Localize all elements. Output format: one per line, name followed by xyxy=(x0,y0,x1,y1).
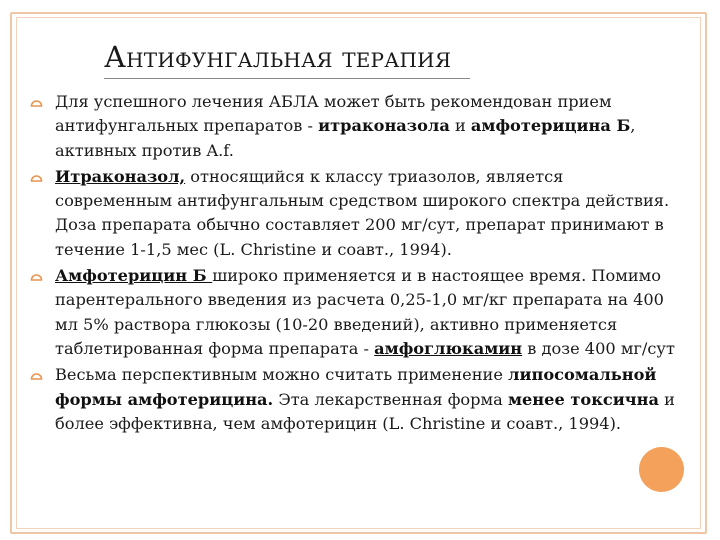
drug-amphoglucamine: амфоглюкамин xyxy=(374,338,523,358)
bullet-3-text-2: в дозе 400 мг/сут xyxy=(522,338,675,358)
open-circle-bullet-icon xyxy=(30,96,43,107)
liposomal-form: липосомальной формы амфотерицина. xyxy=(55,365,657,409)
bullet-4-text-3: и более эффективна, чем амфотерицин (L. Christine и соавт., 1994). xyxy=(55,389,675,433)
bullet-1-text-2: и xyxy=(449,116,471,136)
title-underline xyxy=(104,78,470,79)
less-toxic: менее токсична xyxy=(507,389,659,409)
drug-amphotericin-b-heading: Амфотерицин Б xyxy=(55,266,213,286)
bullet-4-text-2: Эта лекарственная форма xyxy=(273,389,508,409)
bullet-item-1 xyxy=(30,90,680,163)
drug-amphotericin-b: амфотерицина Б xyxy=(470,116,631,136)
open-circle-bullet-icon xyxy=(30,369,43,380)
orange-accent-circle xyxy=(639,447,684,492)
bullet-3-text: широко применяется и в настоящее время. Помимо парентерального введения из расчета 0,25-1,0 мг/кг препарата на 400 мл 5% раствора глюкозы (10-20 введений), активно применяется таблетированная форма препарата - xyxy=(55,266,664,358)
bullet-item-2 xyxy=(30,165,680,262)
bullet-item-3 xyxy=(30,264,680,361)
open-circle-bullet-icon xyxy=(30,171,43,182)
slide-title: Антифунгальная терапия xyxy=(104,40,452,74)
bullet-1-text-3: , активных против A.f. xyxy=(55,116,636,160)
drug-itraconazole-heading: Итраконазол, xyxy=(55,166,186,186)
bullet-list xyxy=(30,90,680,438)
bullet-item-4 xyxy=(30,363,680,436)
open-circle-bullet-icon xyxy=(30,270,43,281)
bullet-2-text: относящийся к классу триазолов, является современным антифунгальным средством широкого спектра действия. Доза препарата обычно составляет 200 мг/сут, препарат принимают в течение 1-1,5 мес (L. Christine и соавт., 1994). xyxy=(55,166,670,259)
bullet-4-text: Весьма перспективным можно считать применение xyxy=(55,365,509,385)
bullet-1-text: Для успешного лечения АБЛА может быть рекомендован прием антифунгальных препаратов - xyxy=(55,92,612,136)
drug-itraconazole: итраконазола xyxy=(318,116,450,136)
